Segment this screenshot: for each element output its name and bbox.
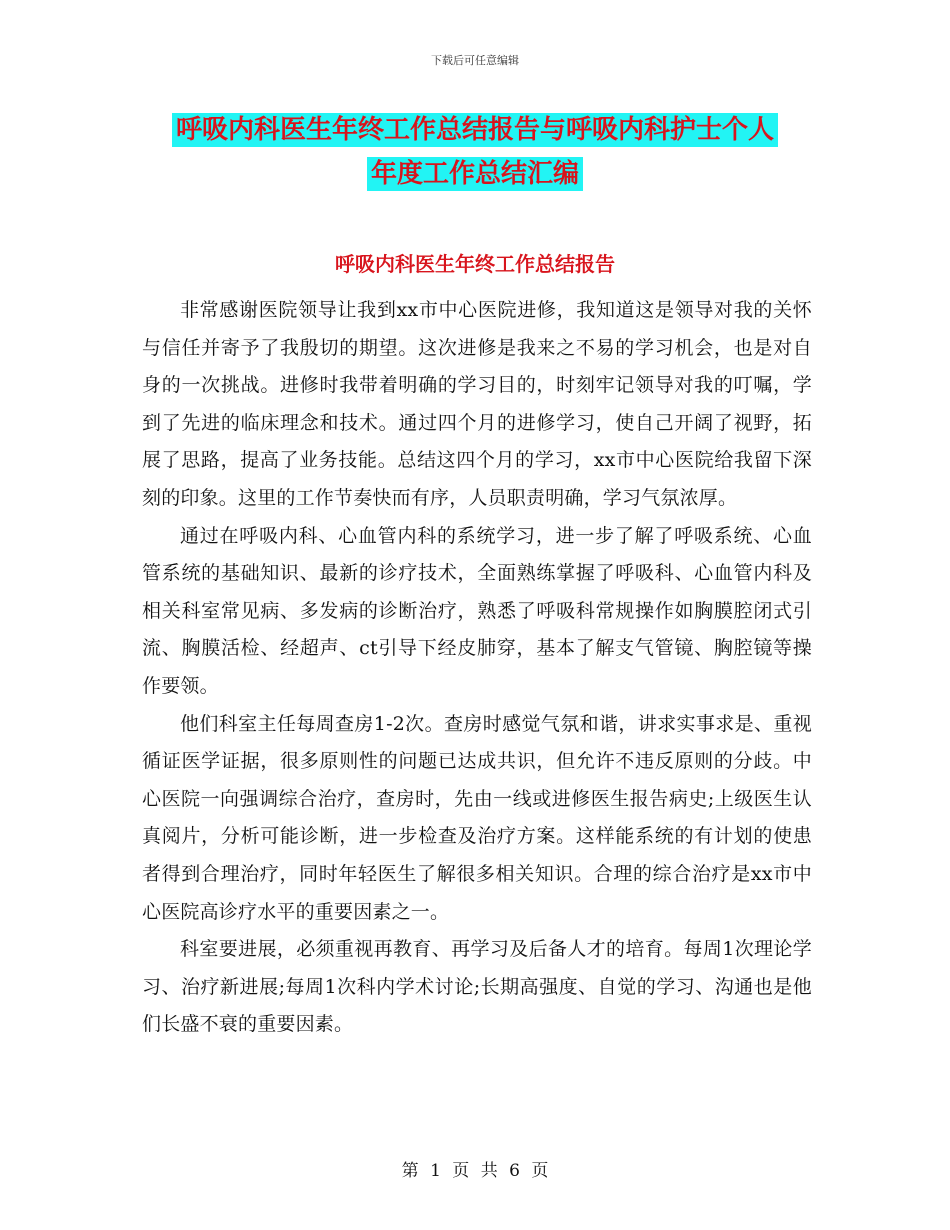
document-title-line-2: 年度工作总结汇编	[367, 157, 583, 191]
document-title-line-1: 呼吸内科医生年终工作总结报告与呼吸内科护士个人	[172, 113, 778, 147]
section-title: 呼吸内科医生年终工作总结报告	[335, 252, 615, 276]
page-footer: 第 1 页 共 6 页	[401, 1161, 549, 1181]
paragraph-2: 通过在呼吸内科、心血管内科的系统学习，进一步了解了呼吸系统、心血管系统的基础知识、最新的诊疗技术，全面熟练掌握了呼吸科、心血管内科及相关科室常见病、多发病的诊断治疗，熟悉了呼吸科常规操作如胸膜腔闭式引流、胸膜活检、经超声、ct引导下经皮肺穿，基本了解支气管镜、胸腔镜等操作要领。	[142, 524, 812, 697]
header-note: 下载后可任意编辑	[431, 54, 519, 67]
paragraph-1: 非常感谢医院领导让我到xx市中心医院进修，我知道这是领导对我的关怀与信任并寄予了我殷切的期望。这次进修是我来之不易的学习机会，也是对自身的一次挑战。进修时我带着明确的学习目的，时刻牢记领导对我的叮嘱，学到了先进的临床理念和技术。通过四个月的进修学习，使自己开阔了视野，拓展了思路，提高了业务技能。总结这四个月的学习，xx市中心医院给我留下深刻的印象。这里的工作节奏快而有序，人员职责明确，学习气氛浓厚。	[142, 299, 812, 509]
paragraph-3: 他们科室主任每周查房1-2次。查房时感觉气氛和谐，讲求实事求是、重视循证医学证据，很多原则性的问题已达成共识，但允许不违反原则的分歧。中心医院一向强调综合治疗，查房时，先由一线或进修医生报告病史;上级医生认真阅片，分析可能诊断，进一步检查及治疗方案。这样能系统的有计划的使患者得到合理治疗，同时年轻医生了解很多相关知识。合理的综合治疗是xx市中心医院高诊疗水平的重要因素之一。	[142, 712, 812, 923]
paragraph-4: 科室要进展，必须重视再教育、再学习及后备人才的培育。每周1次理论学习、治疗新进展;每周1次科内学术讨论;长期高强度、自觉的学习、沟通也是他们长盛不衰的重要因素。	[142, 938, 812, 1036]
document-title	[140, 108, 810, 196]
document-body	[142, 292, 812, 1044]
